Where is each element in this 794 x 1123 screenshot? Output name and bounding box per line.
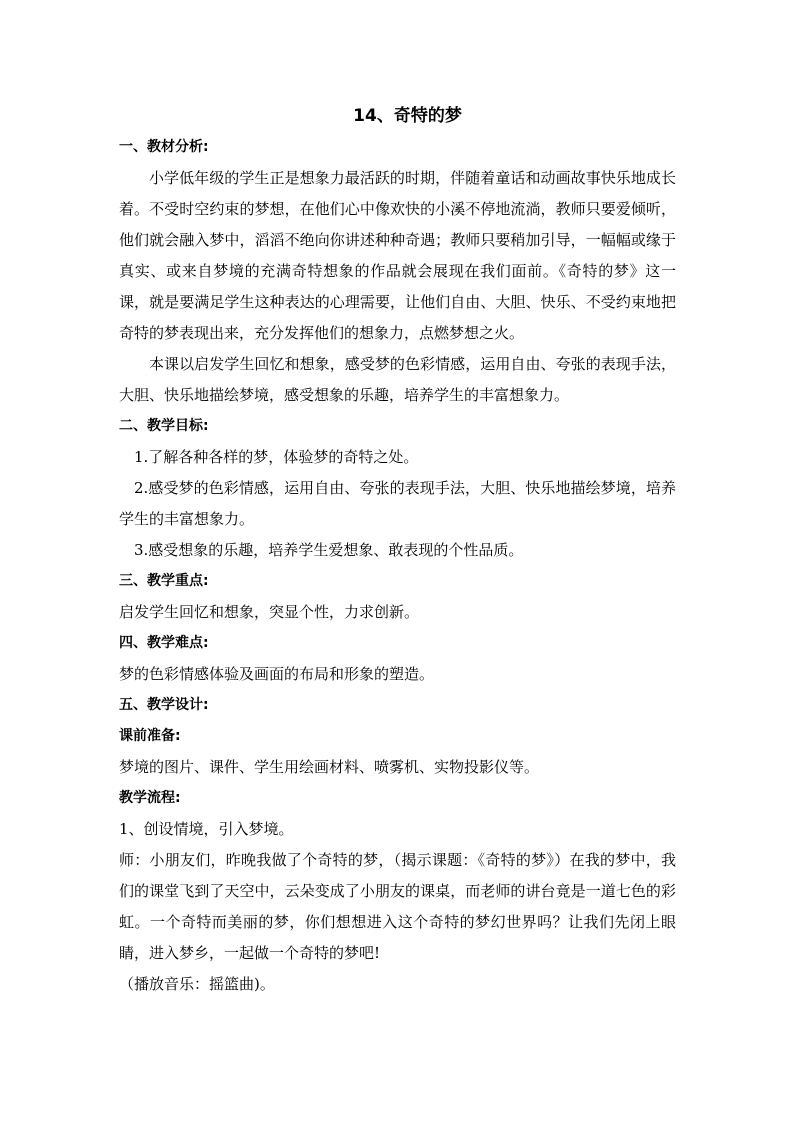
list-item: 2.感受梦的色彩情感，运用自由、夸张的表现手法，大胆、快乐地描绘梦境，培养学生的丰富想象力。	[119, 479, 676, 528]
section-teaching-difficulty	[119, 628, 676, 690]
document-page	[119, 100, 676, 1000]
list-item: 1.了解各种各样的梦，体验梦的奇特之处。	[134, 448, 419, 466]
section-heading: 二、教学目标:	[119, 418, 209, 434]
paragraph: 小学低年级的学生正是想象力最活跃的时期，伴随着童话和动画故事快乐地成长着。不受时空约束的梦想，在他们心中像欢快的小溪不停地流淌，教师只要爱倾听，他们就会融入梦中，滔滔不绝向你讲述种种奇遇；教师只要稍加引导，一幅幅或缘于真实、或来自梦境的充满奇特想象的作品就会展现在我们面前。《奇特的梦》这一课，就是要满足学生这种表达的心理需要，让他们自由、大胆、快乐、不受约束地把奇特的梦表现出来，充分发挥他们的想象力，点燃梦想之火。	[119, 169, 676, 342]
section-heading: 一、教材分析:	[119, 139, 209, 155]
paragraph: 启发学生回忆和想象，突显个性，力求创新。	[119, 603, 420, 621]
subsection-heading: 课前准备:	[119, 728, 181, 744]
section-teaching-goals	[119, 411, 676, 566]
section-teaching-design	[119, 690, 676, 1000]
section-teaching-focus	[119, 566, 676, 628]
paragraph: 1、创设情境，引入梦境。	[119, 820, 294, 838]
section-heading: 三、教学重点:	[119, 573, 209, 589]
paragraph: 梦境的图片、课件、学生用绘画材料、喷雾机、实物投影仪等。	[119, 758, 540, 776]
paragraph: 梦的色彩情感体验及画面的布局和形象的塑造。	[119, 665, 435, 683]
paragraph: 师：小朋友们，昨晚我做了个奇特的梦，（揭示课题：《奇特的梦》）在我的梦中，我们的课堂飞到了天空中，云朵变成了小朋友的课桌，而老师的讲台竟是一道七色的彩虹。一个奇特而美丽的梦，你们想想进入这个奇特的梦幻世界吗？让我们先闭上眼睛，进入梦乡，一起做一个奇特的梦吧!	[119, 851, 676, 962]
paragraph: （播放音乐：摇篮曲)。	[119, 975, 275, 993]
section-material-analysis	[119, 132, 676, 411]
page-title: 14、奇特的梦	[353, 106, 462, 126]
subsection-heading: 教学流程:	[119, 790, 181, 806]
section-heading: 四、教学难点:	[119, 635, 209, 651]
section-heading: 五、教学设计:	[119, 697, 209, 713]
paragraph: 本课以启发学生回忆和想象，感受梦的色彩情感，运用自由、夸张的表现手法，大胆、快乐地描绘梦境，感受想象的乐趣，培养学生的丰富想象力。	[119, 355, 676, 404]
list-item: 3.感受想象的乐趣，培养学生爱想象、敢表现的个性品质。	[134, 541, 524, 559]
